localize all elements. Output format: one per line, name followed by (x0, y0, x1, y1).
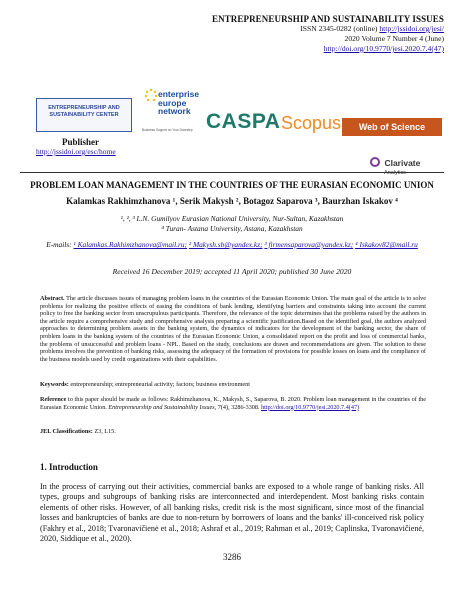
affiliation-2: ⁴ Turan- Astana University, Astana, Kazakhstan (161, 224, 303, 233)
esc-logo (36, 98, 132, 132)
een-tagline: Business Support on Your Doorstep (142, 128, 193, 132)
esc-logo-text: ENTREPRENEURSHIP AND SUSTAINABILITY CENTER (48, 105, 120, 118)
authors: Kalamkas Rakhimzhanova ¹, Serik Makysh ², Botagoz Saparova ³, Baurzhan Iskakov ⁴ (66, 196, 398, 206)
affiliation-1: ¹, ², ³ L.N. Gumilyov Eurasian National University, Nur-Sultan, Kazakhstan (120, 214, 344, 223)
journal-header (212, 14, 444, 54)
abstract (40, 295, 426, 363)
keywords-label: Keywords: (40, 381, 69, 388)
een-logo (140, 84, 204, 136)
volume-line: 2020 Volume 7 Number 4 (June) (344, 34, 444, 43)
reference-text: to this paper should be made as follows: Rakhimzhanova, K., Makysh, S., Saparova, B. 2020. Problem loan management in the countries of the Eurasian Economic Union. (40, 396, 427, 411)
doi-line (212, 44, 444, 54)
abstract-label: Abstract. (40, 295, 65, 302)
page-number: 3286 (223, 552, 241, 562)
reference-pages: 7(4), 3286-3308. (217, 403, 260, 411)
jel-label: JEL Classifications: (40, 428, 93, 435)
journal-title: ENTREPRENEURSHIP AND SUSTAINABILITY ISSUES (211, 14, 444, 24)
emails (20, 240, 444, 249)
reference-doi-link[interactable]: http://doi.org/10.9770/jesi.2020.7.4(47) (261, 403, 360, 411)
caspa-logo: CASPA (206, 110, 281, 133)
publisher-link[interactable]: http://jssidoi.org/esc/home (36, 147, 116, 156)
scopus-logo: Scopus (281, 113, 342, 133)
een-line-3: network (158, 106, 191, 116)
issn-link[interactable]: http://jssidoi.org/jesi/ (379, 24, 444, 33)
email-1[interactable]: ¹ Kalamkas.Rakhimzhanova@mail.ru; (73, 240, 188, 249)
web-of-science-logo: Web of Science (342, 118, 442, 136)
issn: ISSN 2345-0282 (online) (300, 24, 378, 33)
emails-label: E-mails: (46, 240, 72, 249)
reference-journal: Entrepreneurship and Sustainability Issues, (108, 403, 217, 411)
een-stars-icon (144, 88, 158, 102)
doi-link[interactable]: http://doi.org/10.9770/jesi.2020.7.4(47) (323, 44, 444, 53)
clarivate-sub: Analytics (384, 170, 407, 176)
keywords-text: entrepreneurship; entrepreneurial activity; factors; business environment (70, 381, 250, 388)
header-divider (20, 172, 444, 173)
een-line-1: enterprise (158, 89, 200, 99)
email-2[interactable]: ² Makysh.sb@yandex.kz; (188, 240, 263, 249)
received-dates: Received 16 December 2019; accepted 11 April 2020; published 30 June 2020 (112, 267, 352, 276)
clarivate-name: Clarivate (384, 158, 421, 168)
email-4[interactable]: ⁴ Iskakov82@mail.ru (355, 240, 418, 249)
jel-text: Z3, L15. (94, 428, 116, 435)
paper-title: PROBLEM LOAN MANAGEMENT IN THE COUNTRIES OF THE EURASIAN ECONOMIC UNION (30, 180, 434, 190)
issn-line (212, 24, 444, 34)
jel-classifications (40, 428, 426, 435)
keywords (40, 381, 426, 389)
een-logo-text (158, 90, 199, 116)
email-3[interactable]: ³ firmensaparova@yandex.kz; (264, 240, 354, 249)
introduction-text: In the process of carrying out their activities, commercial banks are exposed to a whole range of banking risks. All types, groups and subgroups of banking risks are interconnected and interdependent. Most banking risks contain elements of other risks. However, of all banking risks, credit risk is the most significant, since most of the financial losses and bankruptcies of banks are due to non-return by borrowers of loans and the banks' ill-conceived risk policy (Fakhry et al., 2018; Tvaronavičienė et al., 2018; Ashraf et al., 2019; Rahman et al., 2019; Caplinska, Tvaronavičienė, 2020, Siddique et al., 2020). (40, 482, 424, 544)
reference-label: Reference (40, 396, 67, 403)
publisher-label: Publisher (62, 137, 100, 147)
een-line-2: europe (158, 97, 187, 108)
reference (40, 396, 426, 411)
section-heading: 1. Introduction (40, 462, 98, 472)
clarivate-mark-icon (370, 157, 380, 167)
abstract-text: The article discusses issues of managing problem loans in the countries of the Eurasian Economic Union. The main goal of the article is to solve problems for realizing the positive effects of easing the conditions of bank lending, identifying barriers and constraints taking into account the current policy to free the banking sector from unscrupulous participants. Therefore, the relevance of the topic determines that the problems raised by the authors in the article require a comprehensive study and comprehensive analysis preparing a scientific justification.Based on the identified goal, the authors analyzed approaches to determining problem assets in the banking system, the dynamics of indicators for the development of the banking sector, the share of problem loans in the banking system of the countries of the Eurasian Economic Union, a consolidated report on the profit and loss of commercial banks, the problems of unsuccessful and problem loans - NPL. Based on the study, conclusions are drawn and recommendations are given. The solution to these problems involves the prevention of banking risks, assessing the adequacy of the formation of provisions for possible losses on loans and the compliance of the business models used by credit organizations with their capabilities. (40, 295, 427, 363)
